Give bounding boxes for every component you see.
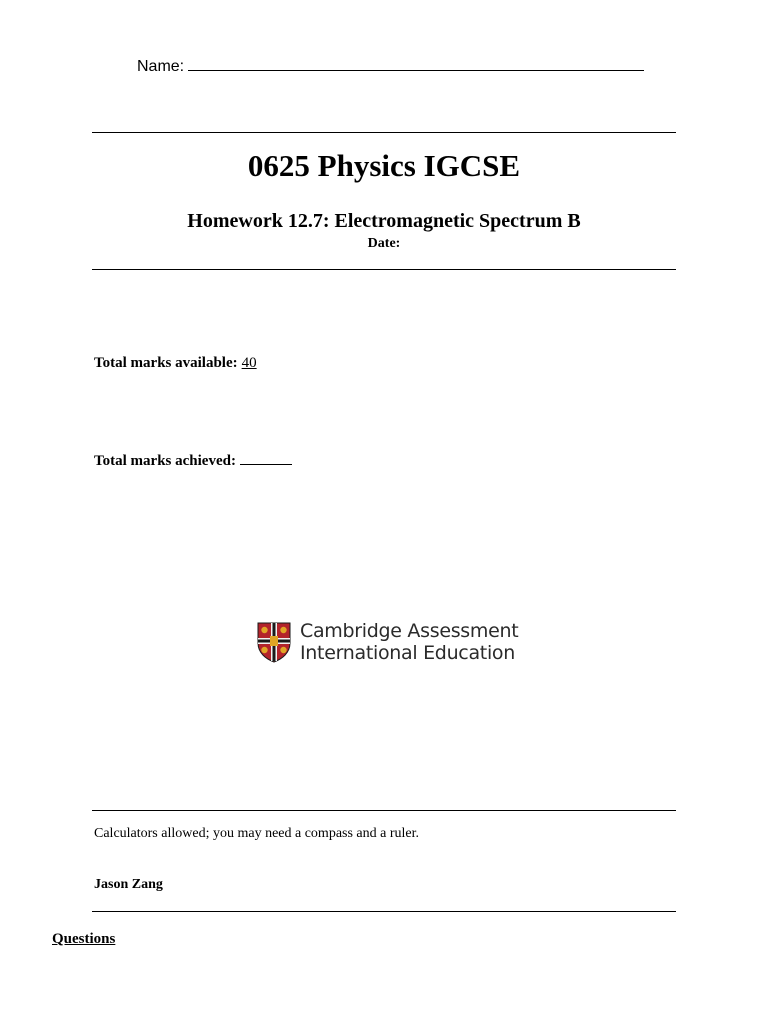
logo-line-1: Cambridge Assessment: [300, 620, 519, 642]
name-label: Name:: [137, 58, 185, 75]
homework-subtitle: Homework 12.7: Electromagnetic Spectrum B: [187, 210, 581, 232]
marks-available-row: [94, 355, 257, 372]
divider-footer-top: [92, 810, 676, 811]
name-row: [137, 54, 644, 76]
questions-heading: Questions: [52, 931, 116, 947]
marks-achieved-label: Total marks achieved:: [94, 453, 236, 469]
cambridge-logo: [256, 620, 518, 664]
cambridge-crest-icon: [256, 621, 292, 663]
divider-top: [92, 132, 676, 133]
divider-header-bottom: [92, 269, 676, 270]
marks-available-label: Total marks available:: [94, 355, 238, 371]
date-label: Date:: [367, 236, 401, 251]
marks-achieved-blank: [240, 452, 292, 465]
divider-footer-bottom: [92, 911, 676, 912]
page-title: 0625 Physics IGCSE: [247, 148, 521, 183]
instructions-note: Calculators allowed; you may need a compass and a ruler.: [94, 826, 420, 841]
name-blank-line: [188, 54, 644, 71]
logo-line-2: International Education: [300, 642, 515, 664]
author-name: Jason Zang: [94, 877, 163, 892]
marks-achieved-row: [94, 452, 292, 470]
logo-wordmark: [300, 620, 518, 664]
marks-available-value: 40: [241, 355, 257, 371]
